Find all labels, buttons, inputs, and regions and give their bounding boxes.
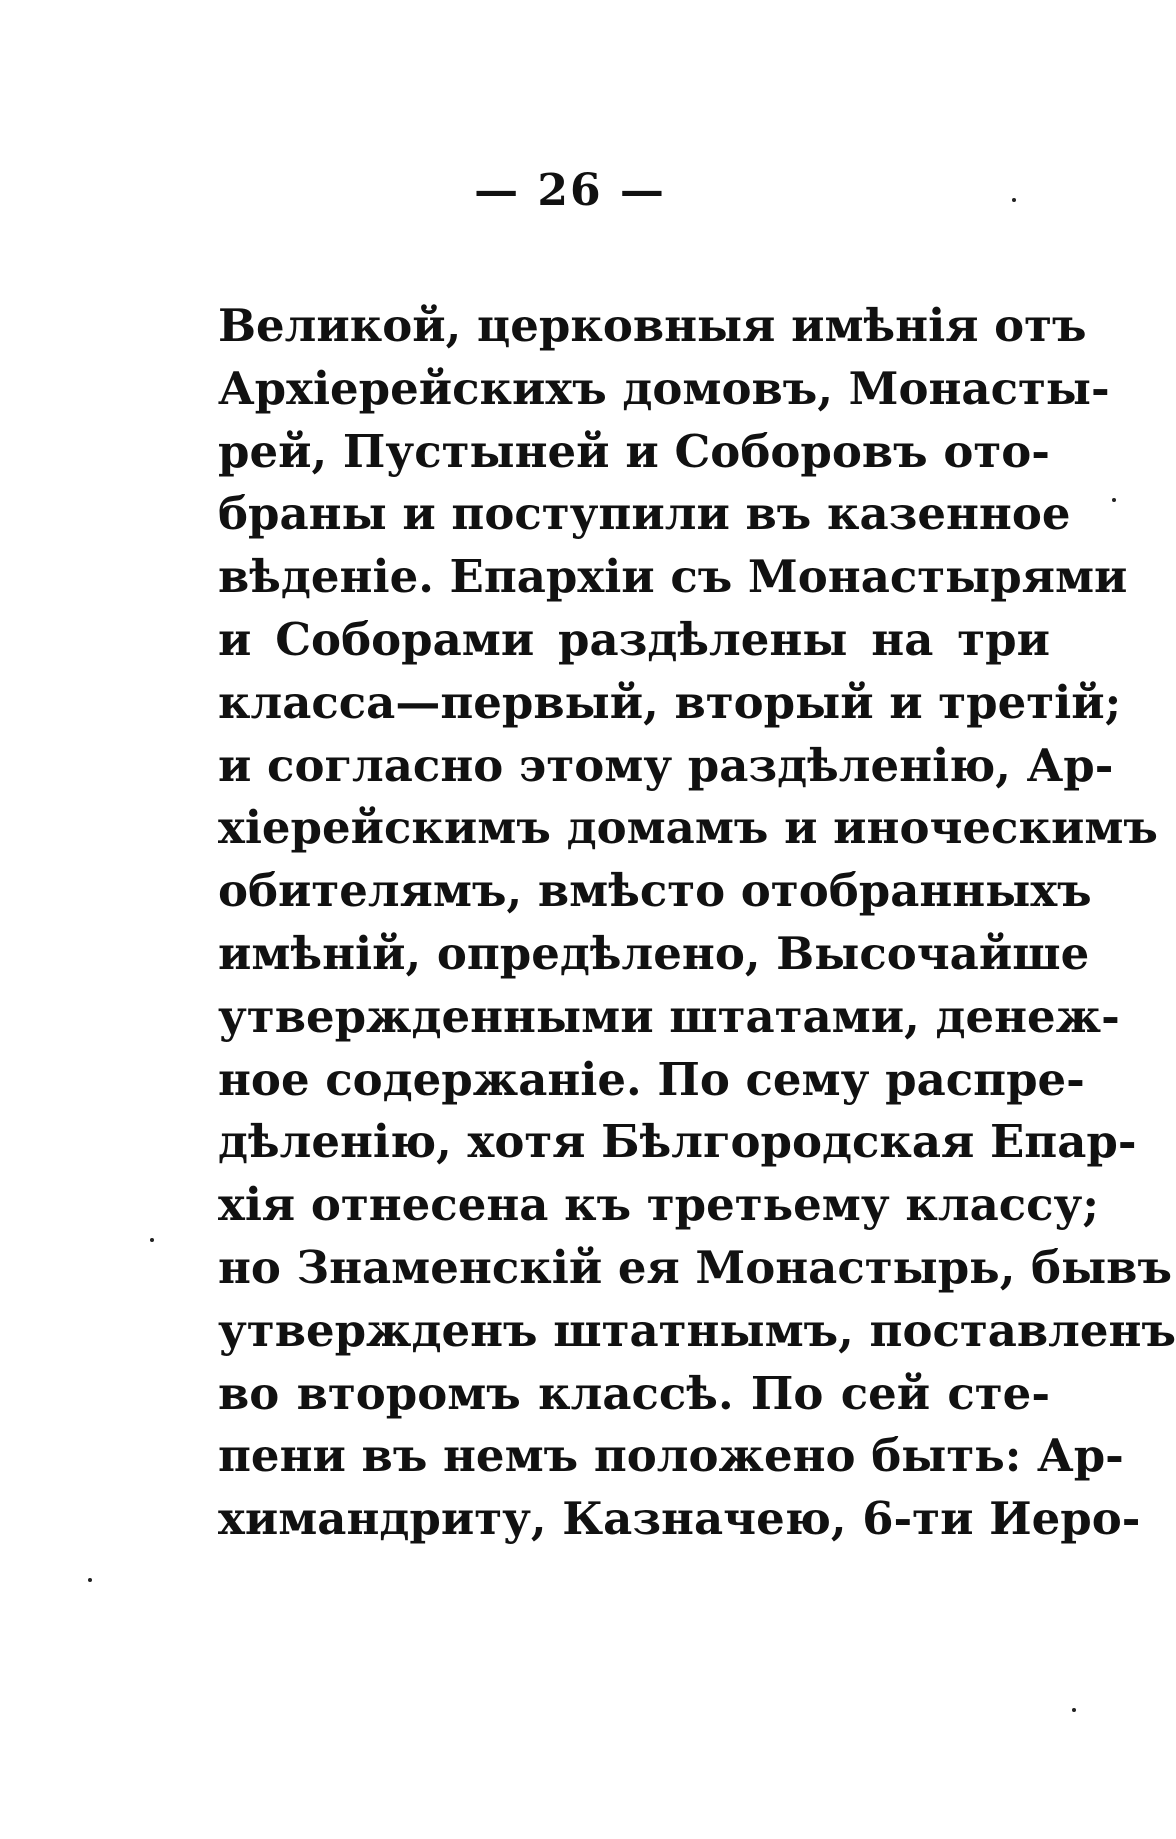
text-line: Архіерейскихъ домовъ, Монасты- xyxy=(218,361,1110,415)
text-line: дѣленію, хотя Бѣлгородская Епар- xyxy=(218,1115,1137,1169)
scan-speck xyxy=(1112,498,1116,502)
page-number: — 26 — xyxy=(474,165,666,216)
text-line: но Знаменскій ея Монастырь, бывъ xyxy=(218,1240,1172,1294)
text-line: Великой, церковныя имѣнія отъ xyxy=(218,299,1087,352)
scan-speck xyxy=(150,1238,154,1242)
scan-speck xyxy=(1012,198,1016,202)
text-line: класса—первый, вторый и третій; xyxy=(218,675,1122,729)
text-line: хія отнесена къ третьему классу; xyxy=(218,1178,1099,1232)
text-line: пени въ немъ положено быть: Ар- xyxy=(218,1429,1124,1483)
scan-speck xyxy=(88,1578,92,1582)
text-line: и согласно этому раздѣленію, Ар- xyxy=(218,738,1114,792)
text-line: ное содержаніе. По сему распре- xyxy=(218,1052,1085,1106)
text-line: вѣденіе. Епархіи съ Монастырями xyxy=(218,550,1128,604)
body-text xyxy=(218,295,1176,1551)
text-line: утвержденъ штатнымъ, поставленъ xyxy=(218,1303,1176,1357)
text-line: во второмъ классѣ. По сей сте- xyxy=(218,1366,1050,1420)
text-line: имѣній, опредѣлено, Высочайше xyxy=(218,926,1090,980)
text-line: химандриту, Казначею, 6-ти Иеро- xyxy=(218,1492,1141,1546)
text-line: обителямъ, вмѣсто отобранныхъ xyxy=(218,864,1092,918)
text-line: рей, Пустыней и Соборовъ ото- xyxy=(218,424,1050,478)
scan-speck xyxy=(1072,1708,1076,1712)
text-line: браны и поступили въ казенное xyxy=(218,487,1071,541)
text-line: утвержденными штатами, денеж- xyxy=(218,989,1120,1043)
text-line: и Соборами раздѣлены на три xyxy=(218,612,1050,666)
text-line: хіерейскимъ домамъ и иноческимъ xyxy=(218,801,1158,855)
